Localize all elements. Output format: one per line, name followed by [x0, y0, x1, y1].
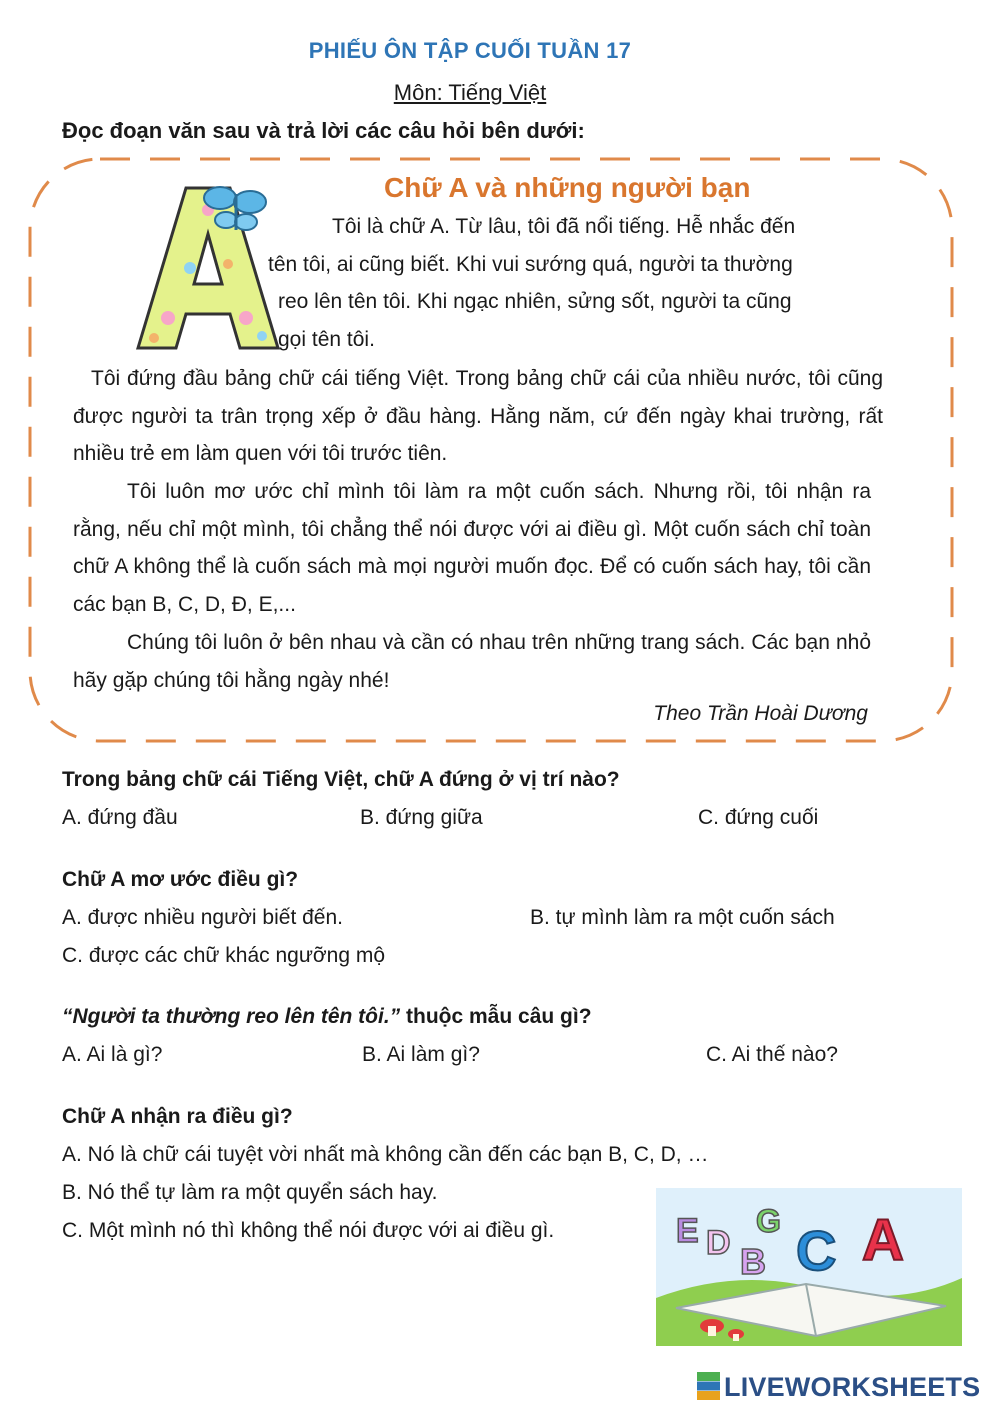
- question-3: [62, 1005, 592, 1029]
- q4-option-a[interactable]: A. Nó là chữ cái tuyệt vời nhất mà không cần đến các bạn B, C, D, …: [62, 1143, 709, 1166]
- question-3-quote: “Người ta thường reo lên tên tôi.”: [62, 1005, 401, 1028]
- illustration-letter: G: [756, 1203, 781, 1239]
- question-3-rest: thuộc mẫu câu gì?: [400, 1005, 592, 1028]
- question-4: Chữ A nhận ra điều gì?: [62, 1105, 293, 1128]
- q3-option-a[interactable]: A. Ai là gì?: [62, 1043, 163, 1066]
- illustration-letter: E: [676, 1212, 699, 1250]
- illustration-letter: A: [862, 1208, 904, 1273]
- passage-source: Theo Trần Hoài Dương: [653, 702, 868, 725]
- q2-option-a[interactable]: A. được nhiều người biết đến.: [62, 906, 343, 929]
- q3-option-c[interactable]: C. Ai thế nào?: [706, 1043, 838, 1066]
- reading-instruction: Đọc đoạn văn sau và trả lời các câu hỏi bên dưới:: [62, 118, 585, 143]
- subject-label: Môn: Tiếng Việt: [393, 80, 547, 105]
- brand-name: LIVEWORKSHEETS: [724, 1372, 981, 1402]
- paragraph-1-line: reo lên tên tôi. Khi ngạc nhiên, sửng sốt, người ta cũng: [278, 290, 792, 314]
- worksheet-title: PHIẾU ÔN TẬP CUỐI TUẦN 17: [308, 38, 632, 63]
- q4-option-c[interactable]: C. Một mình nó thì không thể nói được với ai điều gì.: [62, 1219, 555, 1242]
- liveworksheets-logo-icon: [697, 1372, 720, 1400]
- illustration-letter: B: [740, 1241, 766, 1282]
- paragraph-1-line: tên tôi, ai cũng biết. Khi vui sướng quá, người ta thường: [268, 252, 793, 276]
- q1-option-c[interactable]: C. đứng cuối: [698, 806, 819, 829]
- q1-option-a[interactable]: A. đứng đầu: [62, 806, 178, 829]
- letter-a-illustration: [128, 168, 288, 358]
- passage-paragraph-4: Chúng tôi luôn ở bên nhau và cần có nhau trên những trang sách. Các bạn nhỏ hãy gặp chúng tôi hằng ngày nhé!: [73, 631, 871, 692]
- passage-paragraph-3: Tôi luôn mơ ước chỉ mình tôi làm ra một cuốn sách. Nhưng rồi, tôi nhận ra rằng, nếu chỉ một mình, tôi chẳng thể nói được với ai điều gì. Một cuốn sách chỉ toàn chữ A không thể là cuốn sách mà mọi người muốn đọc. Để có cuốn sách hay, tôi cần các bạn B, C, D, Đ, E,...: [73, 480, 871, 617]
- q2-option-c[interactable]: C. được các chữ khác ngưỡng mộ: [62, 944, 386, 967]
- passage-paragraph-1: [268, 208, 871, 359]
- question-2: Chữ A mơ ước điều gì?: [62, 868, 299, 891]
- question-1: Trong bảng chữ cái Tiếng Việt, chữ A đứng ở vị trí nào?: [62, 768, 620, 791]
- q2-option-b[interactable]: B. tự mình làm ra một cuốn sách: [530, 906, 835, 929]
- letters-on-book-illustration: [656, 1188, 962, 1346]
- q4-option-b[interactable]: B. Nó thể tự làm ra một quyển sách hay.: [62, 1181, 438, 1204]
- paragraph-1-line: Tôi là chữ A. Từ lâu, tôi đã nổi tiếng. Hễ nhắc đến: [332, 215, 796, 238]
- passage-title: Chữ A và những người bạn: [384, 172, 751, 203]
- liveworksheets-brand[interactable]: [697, 1372, 980, 1403]
- q3-option-b[interactable]: B. Ai làm gì?: [362, 1043, 480, 1066]
- q1-option-b[interactable]: B. đứng giữa: [360, 806, 483, 829]
- passage-paragraph-2: Tôi đứng đầu bảng chữ cái tiếng Việt. Trong bảng chữ cái của nhiều nước, tôi cũng được người ta trân trọng xếp ở đầu hàng. Hằng năm, cứ đến ngày khai trường, rất nhiều trẻ em làm quen với tôi trước tiên.: [73, 367, 883, 466]
- paragraph-1-line: gọi tên tôi.: [278, 328, 375, 352]
- illustration-letter: D: [706, 1224, 731, 1262]
- illustration-letter: C: [796, 1219, 837, 1282]
